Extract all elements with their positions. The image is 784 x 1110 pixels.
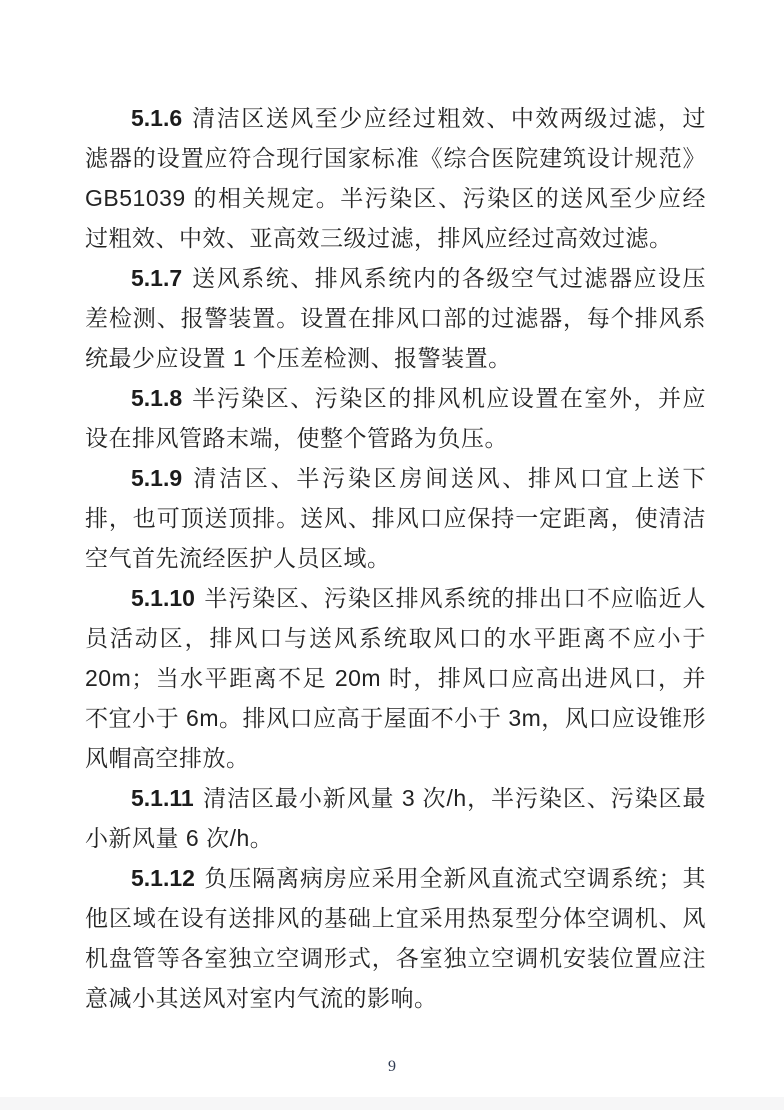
section-number: 5.1.7 [131,265,183,291]
paragraph-text: 清洁区、半污染区房间送风、排风口宜上送下排，也可顶送顶排。送风、排风口应保持一定距离，使清洁空气首先流经医护人员区域。 [85,465,706,571]
paragraph [85,378,706,458]
paragraph-text: 清洁区送风至少应经过粗效、中效两级过滤，过滤器的设置应符合现行国家标准《综合医院建筑设计规范》GB51039 的相关规定。半污染区、污染区的送风至少应经过粗效、中效、亚高效三级过滤，排风应经过高效过滤。 [85,105,706,251]
paragraph [85,458,706,578]
paragraph [85,578,706,778]
paragraph-text: 送风系统、排风系统内的各级空气过滤器应设压差检测、报警装置。设置在排风口部的过滤器，每个排风系统最少应设置 1 个压差检测、报警装置。 [85,265,706,371]
section-number: 5.1.12 [131,865,195,891]
paragraph [85,778,706,858]
page-number: 9 [388,1058,396,1075]
paragraph-text: 半污染区、污染区排风系统的排出口不应临近人员活动区，排风口与送风系统取风口的水平距离不应小于 20m；当水平距离不足 20m 时，排风口应高出进风口，并不宜小于 6m。排风口应高于屋面不小于 3m，风口应设锥形风帽高空排放。 [85,585,706,771]
section-number: 5.1.8 [131,385,183,411]
paragraph-text: 清洁区最小新风量 3 次/h，半污染区、污染区最小新风量 6 次/h。 [85,785,706,851]
document-body [85,98,706,1018]
paragraph-text: 半污染区、污染区的排风机应设置在室外，并应设在排风管路末端，使整个管路为负压。 [85,385,706,451]
paragraph-text: 负压隔离病房应采用全新风直流式空调系统；其他区域在设有送排风的基础上宜采用热泵型分体空调机、风机盘管等各室独立空调形式，各室独立空调机安装位置应注意减小其送风对室内气流的影响。 [85,865,706,1011]
paragraph [85,98,706,258]
paragraph [85,858,706,1018]
section-number: 5.1.10 [131,585,195,611]
paragraph [85,258,706,378]
page-bottom-edge [0,1097,784,1110]
section-number: 5.1.11 [131,785,194,811]
section-number: 5.1.6 [131,105,183,131]
page-footer [0,1058,784,1076]
section-number: 5.1.9 [131,465,183,491]
